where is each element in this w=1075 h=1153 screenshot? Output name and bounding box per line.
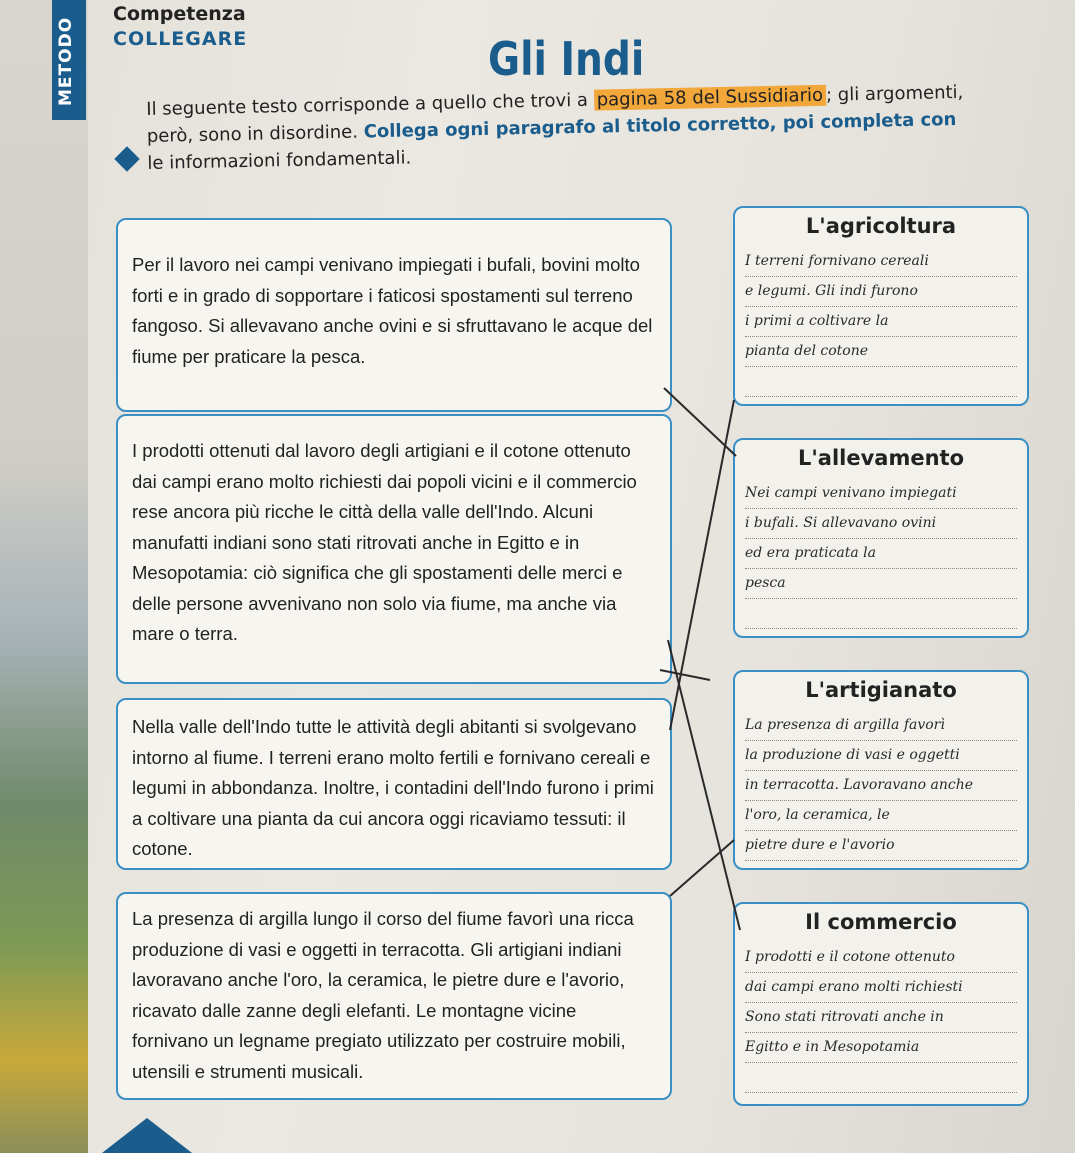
title-label: L'artigianato xyxy=(805,678,957,702)
connector-paragraph-1-to-allevamento xyxy=(664,388,736,456)
answer-line[interactable]: Egitto e in Mesopotamia xyxy=(745,1034,1017,1063)
connector-paragraph-2-to-commercio xyxy=(668,640,740,930)
diamond-bullet-icon xyxy=(114,146,139,171)
paragraph-text: Per il lavoro nei campi venivano impiegati i bufali, bovini molto forti e in grado di sopportare i faticosi spostamenti sul terreno fangoso. Si allevavano anche ovini e si sfruttavano le acque del fiume per praticare la pesca. xyxy=(132,254,653,367)
paragraph-text: La presenza di argilla lungo il corso del fiume favorì una ricca produzione di vasi e oggetti in terracotta. Gli artigiani indiani lavoravano anche l'oro, la ceramica, le pietre dure e l'avorio, ricavato dalle zanne degli elefanti. Le montagne vicine fornivano un legname pregiato utilizzato per costruire mobili, utensili e strumenti musicali. xyxy=(132,908,634,1082)
answer-line[interactable] xyxy=(745,600,1017,629)
title-box-artigianato[interactable] xyxy=(733,670,1029,870)
answer-line[interactable]: ed era praticata la xyxy=(745,540,1017,569)
instructions-text-4: le informazioni fondamentali. xyxy=(147,147,412,174)
title-label: L'allevamento xyxy=(797,446,965,470)
title-label: L'agricoltura xyxy=(805,214,957,238)
answer-line[interactable]: i primi a coltivare la xyxy=(745,308,1017,337)
paragraph-box-3[interactable] xyxy=(116,698,672,870)
title-box-allevamento[interactable] xyxy=(733,438,1029,638)
answer-line[interactable]: Nei campi venivano impiegati xyxy=(745,480,1017,509)
title-label: Il commercio xyxy=(805,910,957,934)
paragraph-text: I prodotti ottenuti dal lavoro degli artigiani e il cotone ottenuto dai campi erano molto richiesti dai popoli vicini e il commercio rese ancora più ricche le città della valle dell'Indo. Alcuni manufatti indiani sono stati ritrovati anche in Egitto e in Mesopotamia: ciò significa che gli spostamenti delle merci e delle persone avvenivano non solo via fiume, ma anche via mare o terra. xyxy=(132,440,637,644)
answer-line[interactable]: in terracotta. Lavoravano anche xyxy=(745,772,1017,801)
section-label: COLLEGARE xyxy=(113,28,248,50)
paragraph-box-1[interactable] xyxy=(116,218,672,412)
paragraph-box-2[interactable] xyxy=(116,414,672,684)
answer-line[interactable]: e legumi. Gli indi furono xyxy=(745,278,1017,307)
title-box-agricoltura[interactable] xyxy=(733,206,1029,406)
instructions-text-1: Il seguente testo corrisponde a quello che trovi a xyxy=(146,89,589,120)
competence-label: Competenza xyxy=(113,3,246,25)
answer-line[interactable] xyxy=(745,1064,1017,1093)
answer-line[interactable]: i bufali. Si allevavano ovini xyxy=(745,510,1017,539)
left-photo-strip xyxy=(0,0,88,1153)
answer-line[interactable] xyxy=(745,368,1017,397)
instructions-text-3: però, sono in disordine. xyxy=(146,121,359,147)
side-tab-label: METODO xyxy=(56,16,76,106)
paragraph-text: Nella valle dell'Indo tutte le attività degli abitanti si svolgevano intorno al fiume. I terreni erano molto fertili e fornivano cereali e legumi in abbondanza. Inoltre, i contadini dell'Indo furono i primi a coltivare una pianta da cui ancora oggi ricaviamo tessuti: il cotone. xyxy=(132,716,654,859)
answer-line[interactable]: l'oro, la ceramica, le xyxy=(745,802,1017,831)
page-title: Gli Indi xyxy=(488,32,645,86)
page-reference-highlight: pagina 58 del Sussidiario xyxy=(593,85,826,111)
answer-line[interactable]: La presenza di argilla favorì xyxy=(745,712,1017,741)
answer-line[interactable]: Sono stati ritrovati anche in xyxy=(745,1004,1017,1033)
instructions-text-2: ; gli argomenti, xyxy=(825,81,964,106)
answer-line[interactable]: pesca xyxy=(745,570,1017,599)
answer-line[interactable]: la produzione di vasi e oggetti xyxy=(745,742,1017,771)
bottom-tab-marker xyxy=(102,1118,192,1153)
connector-paragraph-3-to-agricoltura xyxy=(670,400,734,730)
title-box-commercio[interactable] xyxy=(733,902,1029,1106)
connector-paragraph-4-to-artigianato xyxy=(670,840,734,896)
answer-line[interactable]: pianta del cotone xyxy=(745,338,1017,367)
instructions-task: Collega ogni paragrafo al titolo corretto, poi completa con xyxy=(363,109,957,143)
paragraph-box-4[interactable] xyxy=(116,892,672,1100)
answer-line[interactable]: I prodotti e il cotone ottenuto xyxy=(745,944,1017,973)
answer-line[interactable]: I terreni fornivano cereali xyxy=(745,248,1017,277)
instructions xyxy=(146,78,1028,177)
answer-line[interactable]: dai campi erano molti richiesti xyxy=(745,974,1017,1003)
answer-line[interactable]: pietre dure e l'avorio xyxy=(745,832,1017,861)
